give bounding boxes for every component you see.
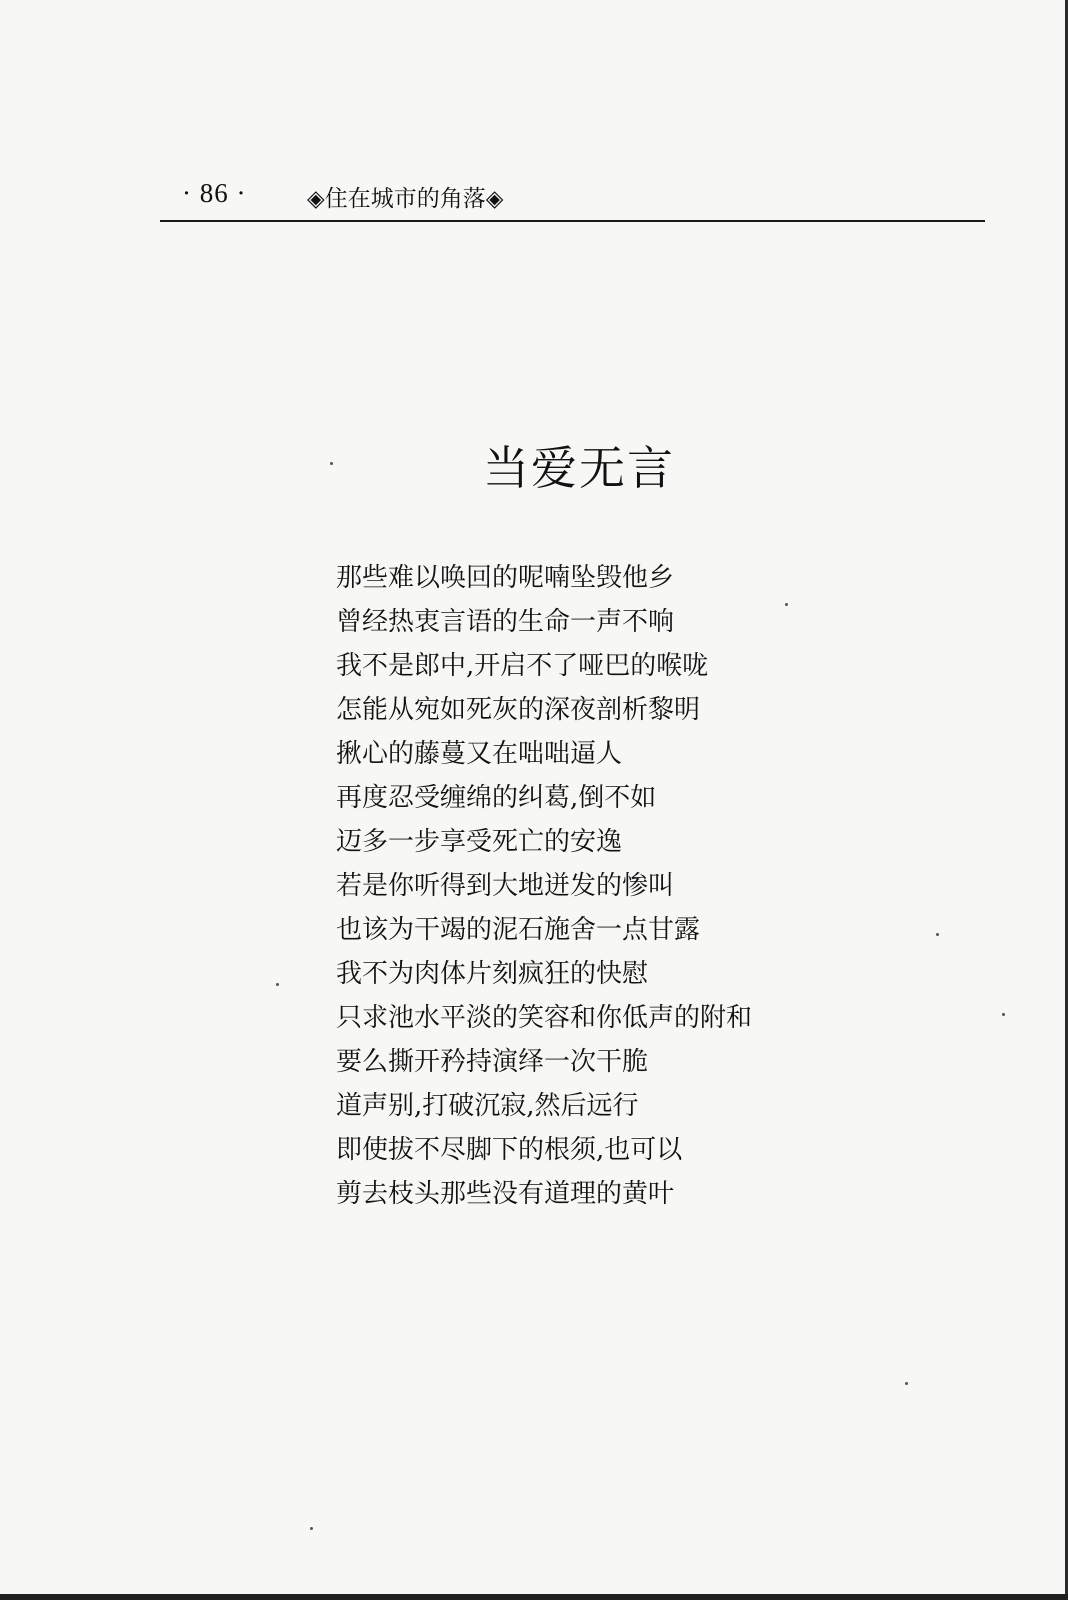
- poem-line: 怎能从宛如死灰的深夜剖析黎明: [336, 695, 701, 725]
- scan-speck: [936, 933, 939, 936]
- poem-line: 迈多一步享受死亡的安逸: [336, 827, 623, 857]
- poem-line: 那些难以唤回的呢喃坠毁他乡: [336, 563, 675, 593]
- poem-line: 我不为肉体片刻疯狂的快慰: [336, 959, 649, 989]
- scan-speck: [785, 603, 788, 606]
- scan-edge: [0, 1594, 1068, 1600]
- scan-speck: [330, 462, 333, 465]
- poem-line: 只求池水平淡的笑容和你低声的附和: [336, 1003, 753, 1033]
- poem-line: 我不是郎中,开启不了哑巴的喉咙: [336, 651, 709, 681]
- scan-speck: [905, 1382, 908, 1385]
- poem-line: 再度忍受缠绵的纠葛,倒不如: [336, 783, 657, 813]
- poem-line: 即使拔不尽脚下的根须,也可以: [336, 1135, 683, 1165]
- poem-line: 要么撕开矜持演绎一次干脆: [336, 1047, 649, 1077]
- poem-title: 当爱无言: [483, 441, 675, 495]
- scan-speck: [310, 1527, 313, 1530]
- poem-line: 也该为干竭的泥石施舍一点甘露: [336, 915, 701, 945]
- poem-line: 若是你听得到大地迸发的惨叫: [336, 871, 675, 901]
- header-rule: [160, 220, 985, 222]
- running-title: ◈住在城市的角落◈: [307, 186, 504, 212]
- poem-line: 曾经热衷言语的生命一声不响: [336, 607, 675, 637]
- scan-speck: [276, 983, 279, 986]
- page-header: [160, 176, 985, 222]
- page-number: · 86 ·: [182, 178, 247, 208]
- scan-speck: [1002, 1013, 1005, 1016]
- poem-line: 道声别,打破沉寂,然后远行: [336, 1091, 639, 1121]
- poem-line: 剪去枝头那些没有道理的黄叶: [336, 1179, 675, 1209]
- poem-line: 揪心的藤蔓又在咄咄逼人: [336, 739, 623, 769]
- poem-body: [336, 556, 976, 1216]
